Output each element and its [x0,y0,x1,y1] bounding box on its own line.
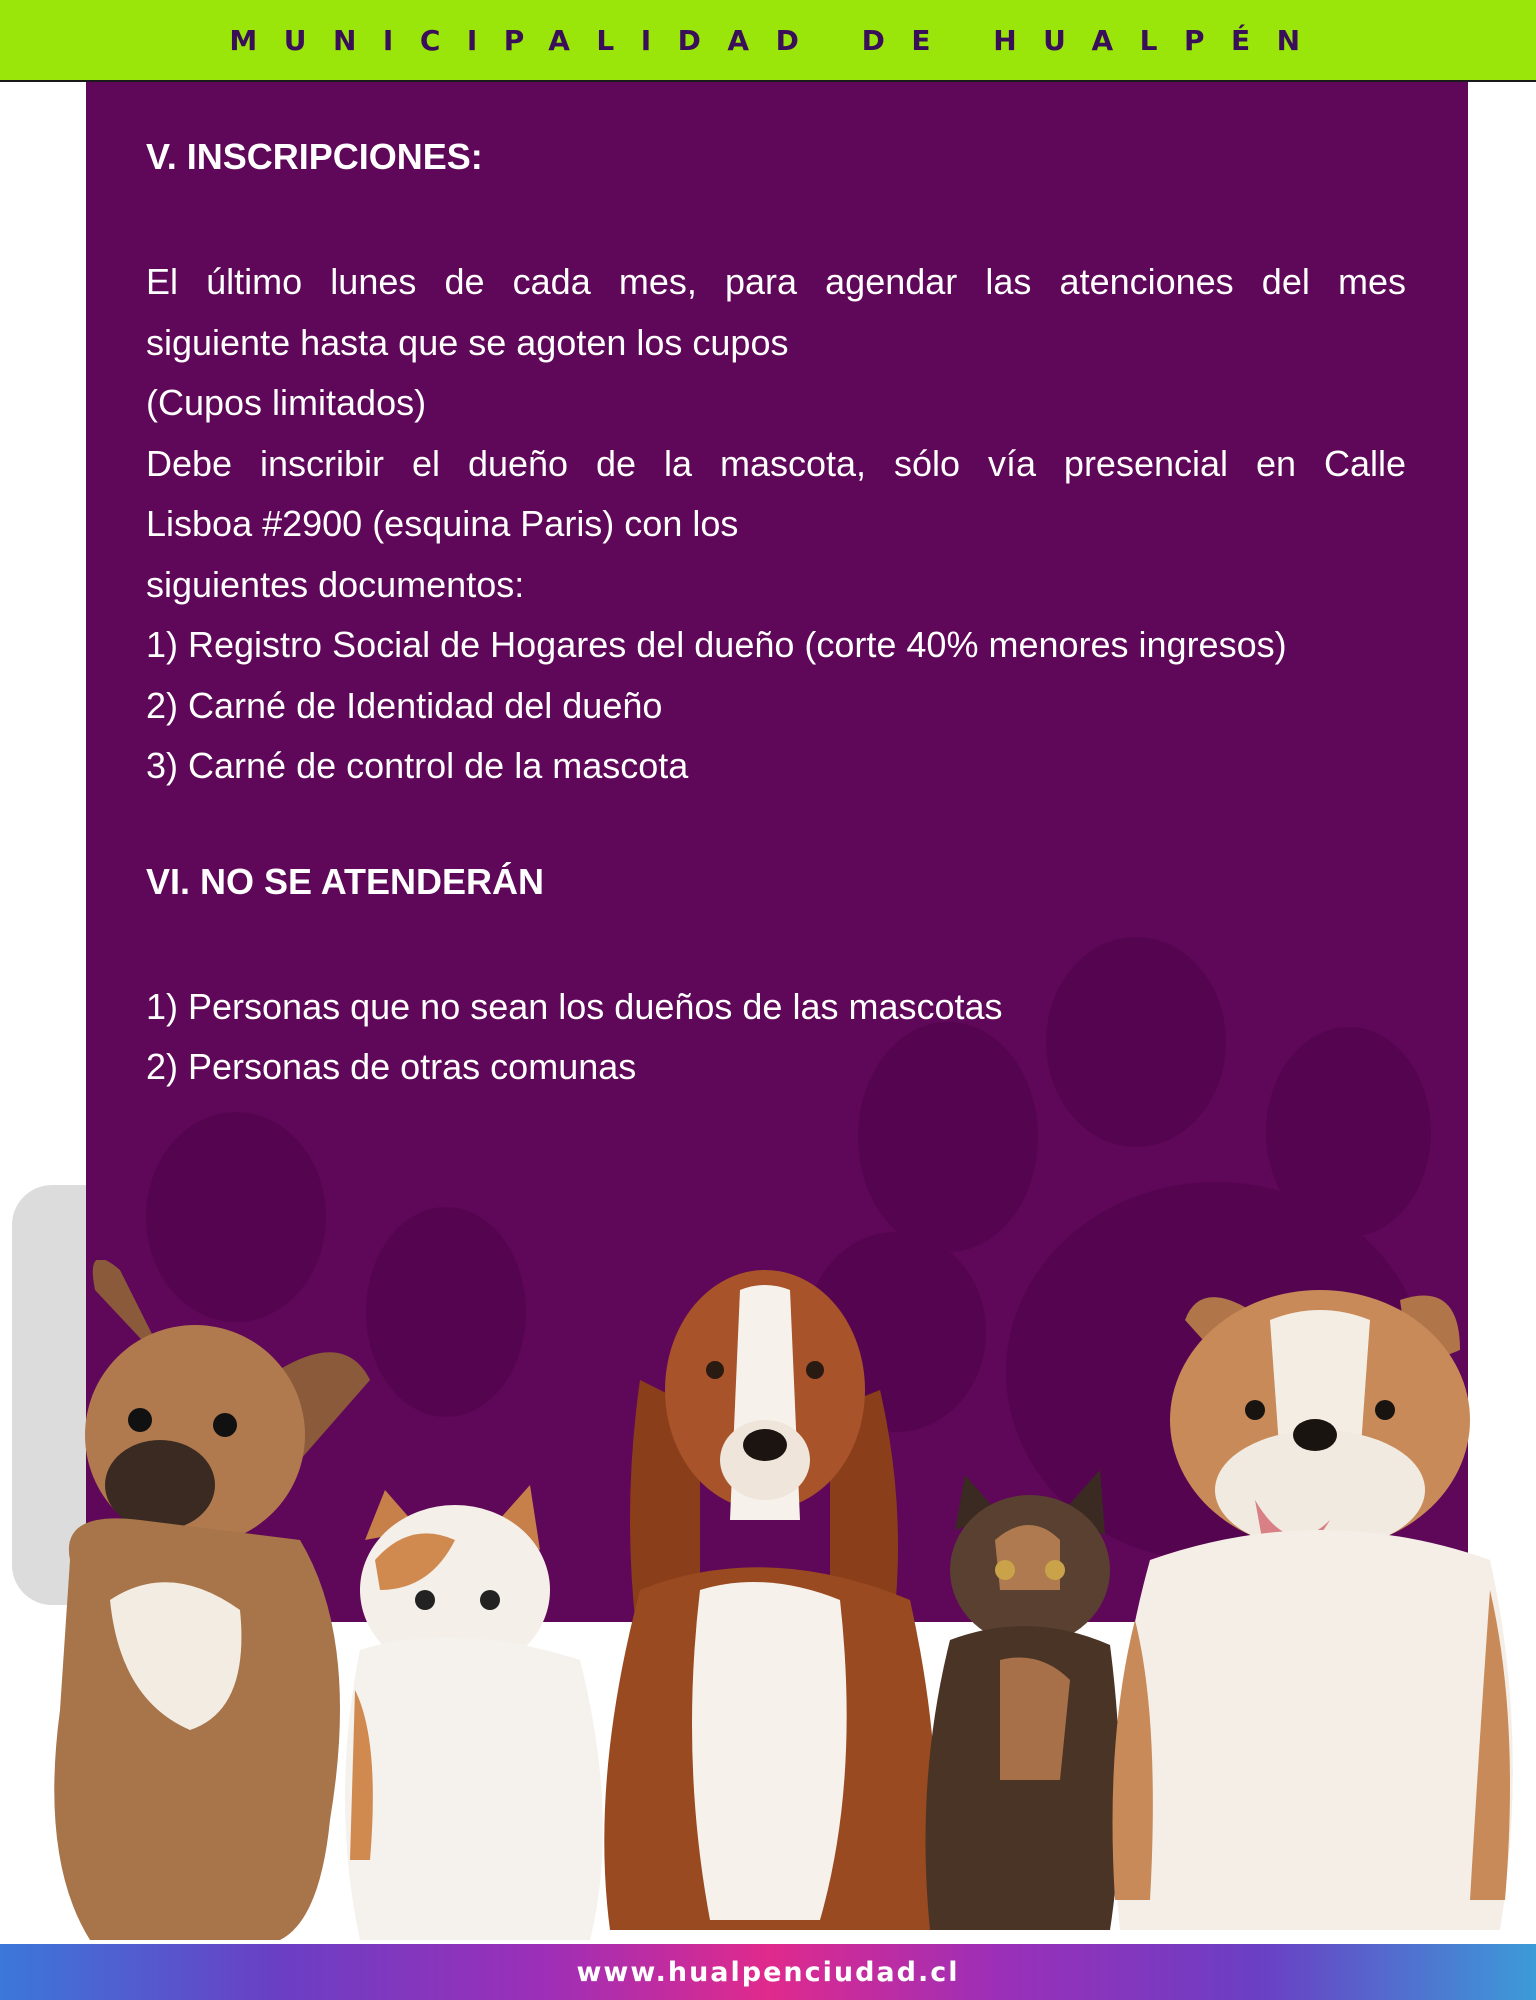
list-item: 2) Personas de otras comunas [146,1046,637,1087]
paragraph-line: Lisboa #2900 (esquina Paris) con los [146,503,739,544]
french-bulldog-image [54,1260,370,1940]
paragraph-line: El último lunes de cada mes, para agendar las atenciones del mes [146,261,1406,302]
basset-hound-image [604,1270,936,1930]
list-item: 2) Carné de Identidad del dueño [146,684,663,726]
municipality-banner [0,0,1536,82]
list-item: 1) Registro Social de Hogares del dueño (corte 40% menores ingresos) [146,624,1287,665]
paragraph-line: siguiente hasta que se agoten los cupos [146,321,789,363]
section-heading-no-se-atenderan: VI. NO SE ATENDERÁN [146,860,545,902]
document-content [146,122,1406,1098]
exotic-cat-image [345,1485,603,1940]
website-footer [0,1944,1536,2000]
kitten-image [926,1470,1121,1930]
municipality-title: MUNICIPALIDAD DE HUALPÉN [229,23,1327,57]
paragraph-line: (Cupos limitados) [146,382,427,423]
website-url[interactable]: www.hualpenciudad.cl [576,1956,960,1988]
paragraph-line: siguientes documentos: [146,563,525,605]
list-item: 3) Carné de control de la mascota [146,745,689,786]
english-bulldog-image [1113,1290,1513,1930]
section-heading-inscripciones: V. INSCRIPCIONES: [146,136,483,177]
pets-illustration [0,1260,1536,1950]
list-item: 1) Personas que no sean los dueños de las mascotas [146,985,1003,1027]
paragraph-line: Debe inscribir el dueño de la mascota, sólo vía presencial en Calle [146,442,1406,484]
